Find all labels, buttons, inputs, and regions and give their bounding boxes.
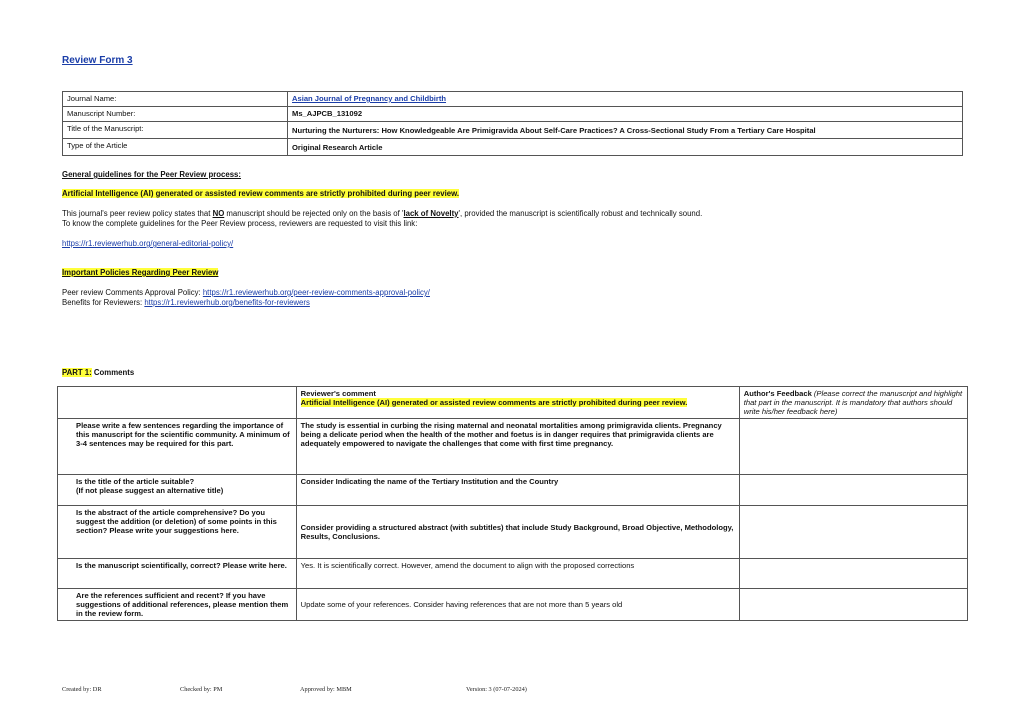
author-feedback-note: (Please correct the manuscript and highlight that part in the manuscript. It is mandatory that authors should write his/her feedback here) [743,389,963,416]
author-feedback-cell[interactable] [739,475,967,506]
manuscript-number-value: Ms_AJPCB_131092 [288,107,963,122]
policy-no-emphasis: NO [212,209,225,218]
reviewer-comment-cell[interactable]: Yes. It is scientifically correct. However, amend the document to align with the proposed corrections [296,559,739,589]
table-row [58,475,968,506]
reviewer-comment-cell[interactable]: The study is essential in curbing the rising maternal and neonatal mortalities among primigravida clients. Pregnancy being a delicate period when the health of the mother and foetus is in danger requires that primigravida clients are adequately empowered to navigate the challenges that come with first time pregnancy. [296,419,739,475]
journal-name-label: Journal Name: [63,92,288,107]
benefits-link[interactable]: https://r1.reviewerhub.org/benefits-for-reviewers [144,298,310,307]
part1-label: PART 1: [62,368,92,377]
question-cell: Are the references sufficient and recent? If you have suggestions of additional references, please mention them in the review form. [58,589,297,621]
table-row [63,139,963,156]
author-feedback-header [739,387,967,419]
table-row [58,506,968,559]
footer-checked-by: Checked by: PM [180,686,223,693]
approval-policy-label: Peer review Comments Approval Policy: [62,288,203,297]
ai-prohibition-notice: Artificial Intelligence (AI) generated or assisted review comments are strictly prohibited during peer review. [62,189,460,198]
table-row [63,122,963,139]
manuscript-title-label: Title of the Manuscript: [63,122,288,139]
benefits-label: Benefits for Reviewers: [62,298,145,307]
table-header-row [58,387,968,419]
reviewer-comment-cell[interactable]: Update some of your references. Consider having references that are not more than 5 years old [296,589,739,621]
question-cell: Is the manuscript scientifically, correct? Please write here. [58,559,297,589]
policy-text-part: ', provided the manuscript is scientifically robust and technically sound. [458,209,703,218]
reviewer-comment-header [296,387,739,419]
question-cell: Is the abstract of the article comprehensive? Do you suggest the addition (or deletion) of some points in this section? Please write your suggestions here. [58,506,297,559]
question-cell: Is the title of the article suitable? (If not please suggest an alternative title) [58,475,297,506]
policy-text-part: This journal's peer review policy states that [62,209,213,218]
article-type-label: Type of the Article [63,139,288,156]
reviewer-comment-cell[interactable]: Consider Indicating the name of the Tertiary Institution and the Country [296,475,739,506]
author-feedback-cell[interactable] [739,559,967,589]
guidelines-visit-text: To know the complete guidelines for the Peer Review process, reviewers are requested to visit this link: [62,219,418,228]
table-row [58,589,968,621]
table-row [63,92,963,107]
guidelines-heading: General guidelines for the Peer Review process: [62,170,241,179]
part1-heading [62,368,134,377]
journal-name-link[interactable]: Asian Journal of Pregnancy and Childbirth [288,92,963,107]
author-feedback-cell[interactable] [739,506,967,559]
article-type-value: Original Research Article [288,139,963,156]
question-cell: Please write a few sentences regarding the importance of this manuscript for the scientific community. A minimum of 3-4 sentences may be required for this part. [58,419,297,475]
footer-version: Version: 3 (07-07-2024) [466,686,527,693]
reviewer-comment-title: Reviewer's comment [300,389,376,398]
author-feedback-cell[interactable] [739,589,967,621]
manuscript-title-value: Nurturing the Nurturers: How Knowledgeable Are Primigravida About Self-Care Practices? A Cross-Sectional Study From a Tertiary Care Hospital [288,122,963,139]
manuscript-number-label: Manuscript Number: [63,107,288,122]
footer-approved-by: Approved by: MBM [300,686,352,693]
table-row [58,559,968,589]
author-feedback-title: Author's Feedback [743,389,812,398]
policy-text-part: manuscript should be rejected only on the basis of ' [224,209,404,218]
empty-header-cell [58,387,297,419]
table-row [63,107,963,122]
benefits-line [62,298,310,307]
reviewer-ai-notice: Artificial Intelligence (AI) generated or assisted review comments are strictly prohibited during peer review. [300,398,688,407]
policy-statement [62,209,702,218]
author-feedback-cell[interactable] [739,419,967,475]
approval-policy-line [62,288,430,297]
approval-policy-link[interactable]: https://r1.reviewerhub.org/peer-review-comments-approval-policy/ [202,288,430,297]
comments-label: Comments [91,368,135,377]
form-title[interactable]: Review Form 3 [62,55,133,66]
footer-created-by: Created by: DR [62,686,102,693]
reviewer-comment-cell[interactable]: Consider providing a structured abstract (with subtitles) that include Study Background, Broad Objective, Methodology, Results, Conclusions. [296,506,739,559]
comments-table [57,386,968,621]
table-row [58,419,968,475]
lack-of-novelty-emphasis: lack of Novelty [403,209,459,218]
manuscript-info-table [62,91,963,156]
editorial-policy-link[interactable]: https://r1.reviewerhub.org/general-editorial-policy/ [62,239,234,248]
important-policies-heading: Important Policies Regarding Peer Review [62,268,219,277]
